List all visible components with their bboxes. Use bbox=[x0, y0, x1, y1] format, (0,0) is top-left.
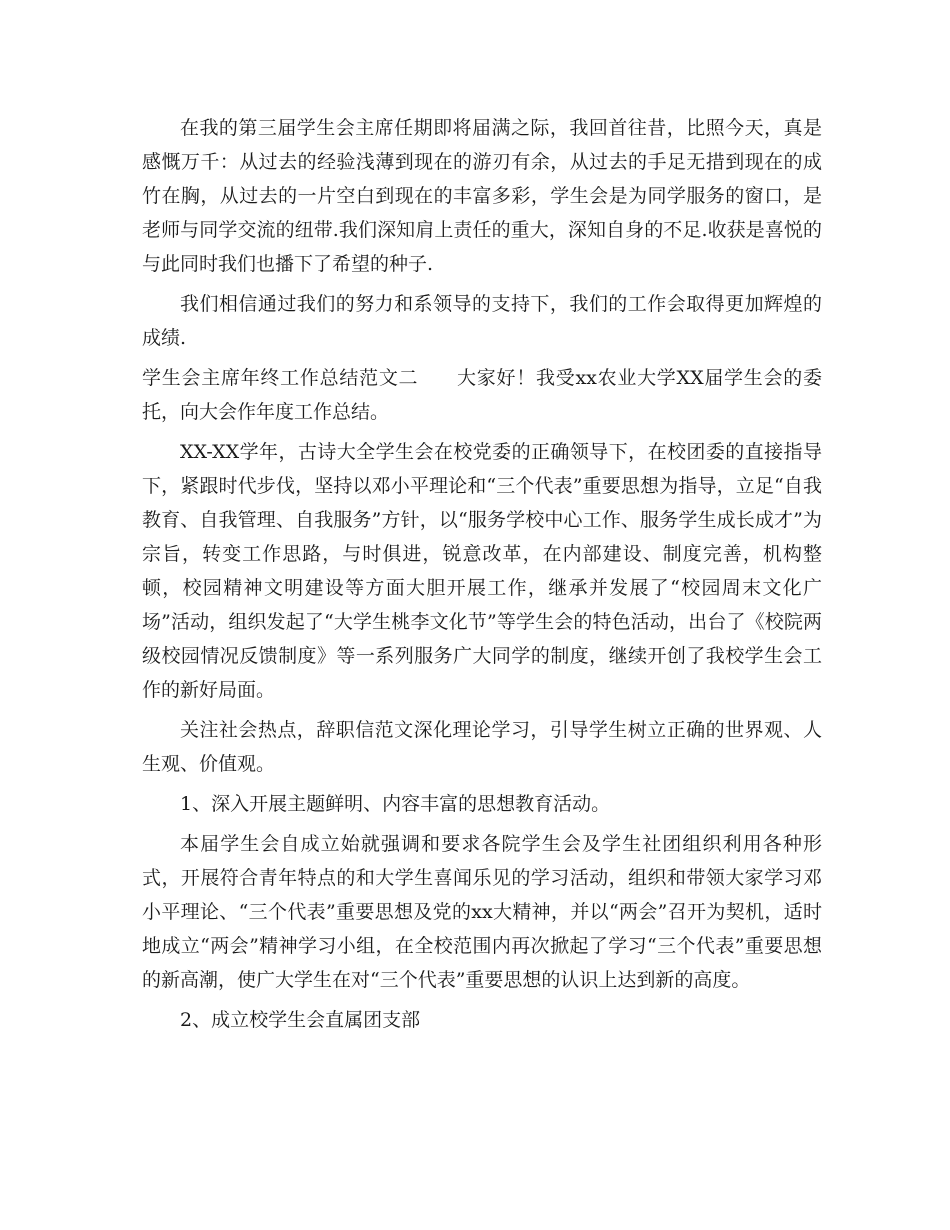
paragraph-social-focus: 关注社会热点，辞职信范文深化理论学习，引导学生树立正确的世界观、人生观、价值观。 bbox=[142, 719, 822, 775]
section-title: 学生会主席年终工作总结范文二 bbox=[142, 367, 419, 389]
list-item-2-heading: 2、成立校学生会直属团支部 bbox=[180, 1009, 421, 1031]
document-body bbox=[142, 111, 822, 1043]
greeting-text: 大家好！我受xx农业大学XX届学生会的委托，向大会作年度工作总结。 bbox=[142, 367, 822, 423]
paragraph-year-overview: XX-XX学年，古诗大全学生会在校党委的正确领导下，在校团委的直接指导下，紧跟时代步伐，坚持以邓小平理论和“三个代表”重要思想为指导，立足“自我教育、自我管理、自我服务”方针，以“服务学校中心工作、服务学生成长成才”为宗旨，转变工作思路，与时俱进，锐意改革，在内部建设、制度完善，机构整顿，校园精神文明建设等方面大胆开展工作，继承并发展了“校园周末文化广场”活动，组织发起了“大学生桃李文化节”等学生会的特色活动，出台了《校院两级校园情况反馈制度》等一系列服务广大同学的制度，继续开创了我校学生会工作的新好局面。 bbox=[142, 441, 822, 701]
list-item-1-heading: 1、深入开展主题鲜明、内容丰富的思想教育活动。 bbox=[180, 793, 611, 815]
paragraph-study-activities: 本届学生会自成立始就强调和要求各院学生会及学生社团组织利用各种形式，开展符合青年特点的和大学生喜闻乐见的学习活动，组织和带领大家学习邓小平理论、“三个代表”重要思想及党的xx大精神，并以“两会”召开为契机，适时地成立“两会”精神学习小组，在全校范围内再次掀起了学习“三个代表”重要思想的新高潮，使广大学生在对“三个代表”重要思想的认识上达到新的高度。 bbox=[142, 833, 822, 991]
paragraph-term-reflection: 在我的第三届学生会主席任期即将届满之际，我回首往昔，比照今天，真是感慨万千：从过去的经验浅薄到现在的游刃有余，从过去的手足无措到现在的成竹在胸，从过去的一片空白到现在的丰富多彩，学生会是为同学服务的窗口，是老师与同学交流的纽带.我们深知肩上责任的重大，深知自身的不足.收获是喜悦的与此同时我们也播下了希望的种子. bbox=[142, 117, 822, 275]
section-title-line bbox=[142, 361, 822, 429]
paragraph-confidence: 我们相信通过我们的努力和系领导的支持下，我们的工作会取得更加辉煌的成绩. bbox=[142, 293, 822, 349]
